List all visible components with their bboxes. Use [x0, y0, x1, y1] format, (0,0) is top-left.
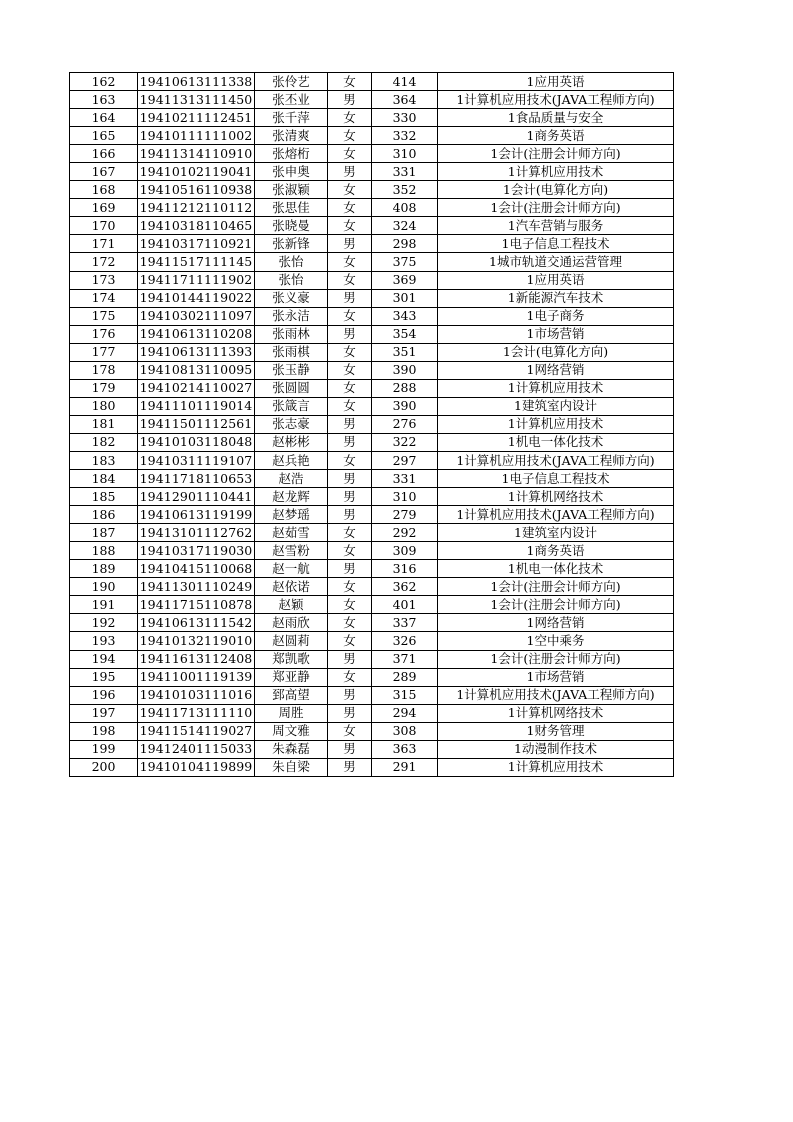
- student-name-cell: 赵依诺: [255, 578, 328, 596]
- table-row: [70, 73, 674, 91]
- exam-id-cell: 19410613111338: [138, 73, 255, 91]
- row-number-cell: 184: [70, 470, 138, 488]
- major-cell: 1建筑室内设计: [438, 397, 674, 415]
- gender-cell: 女: [328, 578, 372, 596]
- major-cell: 1计算机应用技术(JAVA工程师方向): [438, 91, 674, 109]
- row-number-cell: 180: [70, 397, 138, 415]
- major-cell: 1市场营销: [438, 325, 674, 343]
- student-name-cell: 赵浩: [255, 470, 328, 488]
- major-cell: 1网络营销: [438, 361, 674, 379]
- exam-id-cell: 19411301110249: [138, 578, 255, 596]
- exam-id-cell: 19411715110878: [138, 596, 255, 614]
- student-name-cell: 赵兵艳: [255, 451, 328, 469]
- exam-id-cell: 19412901110441: [138, 488, 255, 506]
- table-row: [70, 379, 674, 397]
- table-row: [70, 560, 674, 578]
- gender-cell: 女: [328, 73, 372, 91]
- major-cell: 1计算机应用技术(JAVA工程师方向): [438, 686, 674, 704]
- major-cell: 1计算机应用技术: [438, 163, 674, 181]
- table-row: [70, 271, 674, 289]
- exam-id-cell: 19410318110465: [138, 217, 255, 235]
- row-number-cell: 173: [70, 271, 138, 289]
- row-number-cell: 189: [70, 560, 138, 578]
- score-cell: 288: [372, 379, 438, 397]
- major-cell: 1电子信息工程技术: [438, 235, 674, 253]
- row-number-cell: 199: [70, 740, 138, 758]
- score-cell: 297: [372, 451, 438, 469]
- row-number-cell: 174: [70, 289, 138, 307]
- major-cell: 1会计(注册会计师方向): [438, 199, 674, 217]
- table-row: [70, 488, 674, 506]
- exam-id-cell: 19411313111450: [138, 91, 255, 109]
- row-number-cell: 186: [70, 506, 138, 524]
- gender-cell: 女: [328, 181, 372, 199]
- row-number-cell: 162: [70, 73, 138, 91]
- gender-cell: 女: [328, 614, 372, 632]
- major-cell: 1计算机应用技术(JAVA工程师方向): [438, 506, 674, 524]
- student-name-cell: 张圆圆: [255, 379, 328, 397]
- gender-cell: 男: [328, 488, 372, 506]
- table-row: [70, 740, 674, 758]
- student-name-cell: 周胜: [255, 704, 328, 722]
- score-cell: 390: [372, 397, 438, 415]
- row-number-cell: 179: [70, 379, 138, 397]
- exam-id-cell: 19410613119199: [138, 506, 255, 524]
- exam-id-cell: 19410132119010: [138, 632, 255, 650]
- gender-cell: 女: [328, 722, 372, 740]
- gender-cell: 男: [328, 91, 372, 109]
- row-number-cell: 165: [70, 127, 138, 145]
- exam-id-cell: 19410102119041: [138, 163, 255, 181]
- score-cell: 390: [372, 361, 438, 379]
- gender-cell: 女: [328, 632, 372, 650]
- gender-cell: 女: [328, 542, 372, 560]
- gender-cell: 女: [328, 361, 372, 379]
- major-cell: 1机电一体化技术: [438, 560, 674, 578]
- row-number-cell: 166: [70, 145, 138, 163]
- score-cell: 316: [372, 560, 438, 578]
- score-cell: 408: [372, 199, 438, 217]
- exam-id-cell: 19411514119027: [138, 722, 255, 740]
- table-row: [70, 542, 674, 560]
- gender-cell: 男: [328, 758, 372, 776]
- score-cell: 289: [372, 668, 438, 686]
- table-row: [70, 650, 674, 668]
- score-cell: 332: [372, 127, 438, 145]
- row-number-cell: 164: [70, 109, 138, 127]
- gender-cell: 男: [328, 506, 372, 524]
- major-cell: 1电子信息工程技术: [438, 470, 674, 488]
- table-row: [70, 343, 674, 361]
- score-cell: 352: [372, 181, 438, 199]
- row-number-cell: 191: [70, 596, 138, 614]
- score-cell: 330: [372, 109, 438, 127]
- gender-cell: 女: [328, 596, 372, 614]
- table-row: [70, 235, 674, 253]
- exam-id-cell: 19410302111097: [138, 307, 255, 325]
- exam-id-cell: 19410415110068: [138, 560, 255, 578]
- score-cell: 343: [372, 307, 438, 325]
- gender-cell: 女: [328, 397, 372, 415]
- major-cell: 1汽车营销与服务: [438, 217, 674, 235]
- exam-id-cell: 19410111111002: [138, 127, 255, 145]
- student-name-cell: 张怡: [255, 271, 328, 289]
- student-name-cell: 赵彬彬: [255, 433, 328, 451]
- gender-cell: 女: [328, 199, 372, 217]
- student-name-cell: 张思佳: [255, 199, 328, 217]
- gender-cell: 女: [328, 253, 372, 271]
- row-number-cell: 176: [70, 325, 138, 343]
- exam-id-cell: 19410613110208: [138, 325, 255, 343]
- score-cell: 331: [372, 470, 438, 488]
- score-cell: 322: [372, 433, 438, 451]
- gender-cell: 女: [328, 217, 372, 235]
- table-row: [70, 163, 674, 181]
- student-name-cell: 张玉静: [255, 361, 328, 379]
- exam-id-cell: 19411501112561: [138, 415, 255, 433]
- major-cell: 1商务英语: [438, 127, 674, 145]
- table-body: [70, 73, 674, 777]
- gender-cell: 男: [328, 163, 372, 181]
- student-name-cell: 郑亚静: [255, 668, 328, 686]
- row-number-cell: 177: [70, 343, 138, 361]
- score-cell: 294: [372, 704, 438, 722]
- table-row: [70, 596, 674, 614]
- table-row: [70, 199, 674, 217]
- major-cell: 1应用英语: [438, 271, 674, 289]
- student-name-cell: 张志豪: [255, 415, 328, 433]
- major-cell: 1会计(注册会计师方向): [438, 650, 674, 668]
- exam-id-cell: 19410144119022: [138, 289, 255, 307]
- major-cell: 1计算机网络技术: [438, 488, 674, 506]
- major-cell: 1市场营销: [438, 668, 674, 686]
- gender-cell: 女: [328, 271, 372, 289]
- table-row: [70, 217, 674, 235]
- student-name-cell: 张雨林: [255, 325, 328, 343]
- exam-id-cell: 19410214110027: [138, 379, 255, 397]
- table-row: [70, 668, 674, 686]
- exam-id-cell: 19410311119107: [138, 451, 255, 469]
- student-name-cell: 朱自梁: [255, 758, 328, 776]
- major-cell: 1计算机网络技术: [438, 704, 674, 722]
- table-row: [70, 397, 674, 415]
- row-number-cell: 194: [70, 650, 138, 668]
- row-number-cell: 169: [70, 199, 138, 217]
- exam-id-cell: 19410317110921: [138, 235, 255, 253]
- gender-cell: 男: [328, 740, 372, 758]
- row-number-cell: 187: [70, 524, 138, 542]
- major-cell: 1计算机应用技术: [438, 379, 674, 397]
- score-cell: 310: [372, 488, 438, 506]
- major-cell: 1应用英语: [438, 73, 674, 91]
- score-cell: 363: [372, 740, 438, 758]
- table-row: [70, 325, 674, 343]
- score-cell: 364: [372, 91, 438, 109]
- student-name-cell: 赵雪粉: [255, 542, 328, 560]
- exam-id-cell: 19411613112408: [138, 650, 255, 668]
- student-name-cell: 赵梦瑶: [255, 506, 328, 524]
- exam-id-cell: 19411713111110: [138, 704, 255, 722]
- score-cell: 331: [372, 163, 438, 181]
- gender-cell: 男: [328, 560, 372, 578]
- exam-id-cell: 19410613111542: [138, 614, 255, 632]
- student-name-cell: 赵颖: [255, 596, 328, 614]
- student-name-cell: 张淑颖: [255, 181, 328, 199]
- score-cell: 291: [372, 758, 438, 776]
- score-cell: 308: [372, 722, 438, 740]
- row-number-cell: 185: [70, 488, 138, 506]
- gender-cell: 男: [328, 704, 372, 722]
- table-row: [70, 451, 674, 469]
- row-number-cell: 196: [70, 686, 138, 704]
- score-cell: 279: [372, 506, 438, 524]
- student-name-cell: 郑凯歌: [255, 650, 328, 668]
- table-row: [70, 109, 674, 127]
- table-row: [70, 614, 674, 632]
- table-row: [70, 686, 674, 704]
- exam-id-cell: 19411212110112: [138, 199, 255, 217]
- student-name-cell: 张申奥: [255, 163, 328, 181]
- exam-id-cell: 19411101119014: [138, 397, 255, 415]
- major-cell: 1会计(注册会计师方向): [438, 578, 674, 596]
- major-cell: 1财务管理: [438, 722, 674, 740]
- student-name-cell: 张箴言: [255, 397, 328, 415]
- major-cell: 1会计(电算化方向): [438, 181, 674, 199]
- major-cell: 1动漫制作技术: [438, 740, 674, 758]
- row-number-cell: 198: [70, 722, 138, 740]
- student-name-cell: 张雨棋: [255, 343, 328, 361]
- gender-cell: 男: [328, 686, 372, 704]
- score-cell: 292: [372, 524, 438, 542]
- row-number-cell: 171: [70, 235, 138, 253]
- table-row: [70, 307, 674, 325]
- student-name-cell: 张熔桁: [255, 145, 328, 163]
- table-row: [70, 289, 674, 307]
- exam-id-cell: 19410317119030: [138, 542, 255, 560]
- student-name-cell: 张义豪: [255, 289, 328, 307]
- exam-id-cell: 19411001119139: [138, 668, 255, 686]
- row-number-cell: 163: [70, 91, 138, 109]
- score-cell: 310: [372, 145, 438, 163]
- exam-id-cell: 19410516110938: [138, 181, 255, 199]
- student-name-cell: 赵龙辉: [255, 488, 328, 506]
- table-row: [70, 253, 674, 271]
- major-cell: 1网络营销: [438, 614, 674, 632]
- student-name-cell: 张丕业: [255, 91, 328, 109]
- student-name-cell: 张永洁: [255, 307, 328, 325]
- student-name-cell: 赵圆莉: [255, 632, 328, 650]
- table-row: [70, 722, 674, 740]
- gender-cell: 女: [328, 451, 372, 469]
- table-row: [70, 632, 674, 650]
- major-cell: 1新能源汽车技术: [438, 289, 674, 307]
- student-name-cell: 郅高望: [255, 686, 328, 704]
- student-name-cell: 张清爽: [255, 127, 328, 145]
- major-cell: 1会计(电算化方向): [438, 343, 674, 361]
- gender-cell: 男: [328, 470, 372, 488]
- row-number-cell: 181: [70, 415, 138, 433]
- table-row: [70, 181, 674, 199]
- score-cell: 337: [372, 614, 438, 632]
- major-cell: 1电子商务: [438, 307, 674, 325]
- student-name-cell: 张怡: [255, 253, 328, 271]
- row-number-cell: 200: [70, 758, 138, 776]
- student-name-cell: 赵一航: [255, 560, 328, 578]
- student-name-cell: 张千萍: [255, 109, 328, 127]
- student-admission-table: [69, 72, 674, 777]
- row-number-cell: 193: [70, 632, 138, 650]
- gender-cell: 女: [328, 524, 372, 542]
- exam-id-cell: 19413101112762: [138, 524, 255, 542]
- score-cell: 276: [372, 415, 438, 433]
- major-cell: 1计算机应用技术: [438, 415, 674, 433]
- score-cell: 326: [372, 632, 438, 650]
- score-cell: 351: [372, 343, 438, 361]
- gender-cell: 女: [328, 343, 372, 361]
- score-cell: 401: [372, 596, 438, 614]
- row-number-cell: 167: [70, 163, 138, 181]
- major-cell: 1城市轨道交通运营管理: [438, 253, 674, 271]
- gender-cell: 女: [328, 145, 372, 163]
- gender-cell: 男: [328, 235, 372, 253]
- exam-id-cell: 19411517111145: [138, 253, 255, 271]
- score-cell: 315: [372, 686, 438, 704]
- major-cell: 1空中乘务: [438, 632, 674, 650]
- major-cell: 1建筑室内设计: [438, 524, 674, 542]
- gender-cell: 女: [328, 379, 372, 397]
- major-cell: 1会计(注册会计师方向): [438, 596, 674, 614]
- table-row: [70, 758, 674, 776]
- row-number-cell: 182: [70, 433, 138, 451]
- table-row: [70, 145, 674, 163]
- row-number-cell: 168: [70, 181, 138, 199]
- exam-id-cell: 19410103111016: [138, 686, 255, 704]
- student-name-cell: 张伶艺: [255, 73, 328, 91]
- gender-cell: 男: [328, 650, 372, 668]
- score-cell: 309: [372, 542, 438, 560]
- table-row: [70, 91, 674, 109]
- major-cell: 1机电一体化技术: [438, 433, 674, 451]
- score-cell: 369: [372, 271, 438, 289]
- exam-id-cell: 19410103118048: [138, 433, 255, 451]
- table-row: [70, 578, 674, 596]
- exam-id-cell: 19410813110095: [138, 361, 255, 379]
- score-cell: 362: [372, 578, 438, 596]
- gender-cell: 男: [328, 325, 372, 343]
- score-cell: 301: [372, 289, 438, 307]
- row-number-cell: 175: [70, 307, 138, 325]
- table-row: [70, 433, 674, 451]
- exam-id-cell: 19411718110653: [138, 470, 255, 488]
- row-number-cell: 197: [70, 704, 138, 722]
- table-row: [70, 524, 674, 542]
- exam-id-cell: 19412401115033: [138, 740, 255, 758]
- row-number-cell: 183: [70, 451, 138, 469]
- table-row: [70, 704, 674, 722]
- exam-id-cell: 19411711111902: [138, 271, 255, 289]
- major-cell: 1计算机应用技术: [438, 758, 674, 776]
- row-number-cell: 170: [70, 217, 138, 235]
- row-number-cell: 188: [70, 542, 138, 560]
- student-name-cell: 张新锋: [255, 235, 328, 253]
- row-number-cell: 178: [70, 361, 138, 379]
- student-name-cell: 朱森磊: [255, 740, 328, 758]
- score-cell: 414: [372, 73, 438, 91]
- major-cell: 1会计(注册会计师方向): [438, 145, 674, 163]
- table-row: [70, 506, 674, 524]
- gender-cell: 女: [328, 307, 372, 325]
- gender-cell: 女: [328, 668, 372, 686]
- gender-cell: 男: [328, 415, 372, 433]
- student-name-cell: 张晓曼: [255, 217, 328, 235]
- score-cell: 371: [372, 650, 438, 668]
- student-name-cell: 赵茹雪: [255, 524, 328, 542]
- score-cell: 354: [372, 325, 438, 343]
- exam-id-cell: 19410613111393: [138, 343, 255, 361]
- exam-id-cell: 19411314110910: [138, 145, 255, 163]
- gender-cell: 女: [328, 109, 372, 127]
- score-cell: 324: [372, 217, 438, 235]
- gender-cell: 男: [328, 289, 372, 307]
- major-cell: 1食品质量与安全: [438, 109, 674, 127]
- row-number-cell: 190: [70, 578, 138, 596]
- score-cell: 375: [372, 253, 438, 271]
- table-row: [70, 127, 674, 145]
- major-cell: 1商务英语: [438, 542, 674, 560]
- row-number-cell: 192: [70, 614, 138, 632]
- gender-cell: 男: [328, 433, 372, 451]
- major-cell: 1计算机应用技术(JAVA工程师方向): [438, 451, 674, 469]
- exam-id-cell: 19410211112451: [138, 109, 255, 127]
- exam-id-cell: 19410104119899: [138, 758, 255, 776]
- student-name-cell: 周文雅: [255, 722, 328, 740]
- table-row: [70, 361, 674, 379]
- gender-cell: 女: [328, 127, 372, 145]
- table-row: [70, 415, 674, 433]
- table-row: [70, 470, 674, 488]
- row-number-cell: 195: [70, 668, 138, 686]
- student-name-cell: 赵雨欣: [255, 614, 328, 632]
- row-number-cell: 172: [70, 253, 138, 271]
- score-cell: 298: [372, 235, 438, 253]
